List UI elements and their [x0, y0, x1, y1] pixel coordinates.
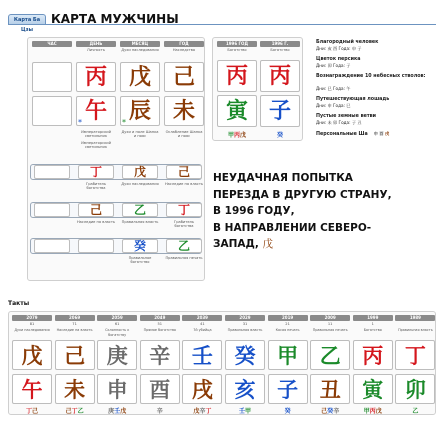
takty-stem-cell[interactable]	[182, 340, 222, 370]
takty-subtitle: Склонность к богатству	[105, 328, 130, 337]
hidden-stem-label: Духи наследования	[121, 182, 159, 186]
natal-chart-box	[27, 37, 205, 281]
luck-hidden-stems: 癸	[276, 132, 283, 139]
takty-age: 11	[327, 322, 333, 326]
takty-year: 2029	[225, 315, 265, 321]
takty-age: 71	[72, 322, 77, 326]
hidden-stem-cell-char: 乙	[177, 239, 190, 253]
hidden-stem-cell[interactable]	[34, 239, 70, 253]
message-line: В НАПРАВЛЕНИИ СЕВЕРО-	[213, 221, 372, 234]
takty-age: 51	[157, 322, 163, 326]
hidden-stem-cell[interactable]	[122, 203, 158, 217]
hidden-stem-cell[interactable]	[78, 239, 114, 253]
stem-cell-char: 丙	[84, 64, 107, 90]
takty-year: 2069	[55, 315, 95, 321]
luck-branch-cell-char: 子	[268, 98, 291, 124]
star-label: Императорский светильник	[81, 130, 111, 138]
stem-cell-char: 戊	[128, 64, 151, 90]
luck-branch-cell-char: 寅	[225, 98, 248, 124]
star-label: Духи и поле Шапка и пояс	[121, 130, 159, 138]
takty-box	[8, 311, 436, 415]
hidden-stem-label: Наследие на власть	[164, 182, 204, 186]
takty-year: 1989	[395, 315, 435, 321]
info-panel	[316, 40, 438, 152]
takty-hidden-stems: 癸	[284, 408, 291, 415]
takty-branch-cell[interactable]	[182, 374, 222, 404]
takty-branch-cell[interactable]	[268, 374, 308, 404]
luck-stem-cell-char: 丙	[268, 63, 291, 89]
luck-stem-cell-char: 丙	[225, 63, 248, 89]
takty-branch-cell-char: 子	[277, 376, 299, 402]
luck-branch-cell[interactable]	[217, 95, 257, 127]
takty-subtitle: Наследие на власть	[56, 328, 93, 332]
takty-hidden-stems: 辛	[156, 408, 163, 415]
takty-age: 21	[285, 322, 290, 326]
takty-title: Такты	[8, 300, 30, 307]
takty-stem-cell-char: 乙	[319, 342, 341, 368]
hidden-stem-cell-char: 戊	[133, 165, 146, 179]
takty-age: 81	[29, 322, 35, 326]
takty-stem-cell-char: 壬	[191, 342, 213, 368]
branch-cell-char: 辰	[128, 98, 151, 124]
takty-age: 31	[242, 322, 248, 326]
takty-branch-cell[interactable]	[97, 374, 137, 404]
takty-stem-cell[interactable]	[395, 340, 435, 370]
branch-mark: *	[122, 118, 126, 127]
takty-stem-cell[interactable]	[140, 340, 180, 370]
takty-branch-cell[interactable]	[225, 374, 265, 404]
info-value: Дни: 申 Года: 巳	[316, 103, 351, 108]
takty-year: 2039	[182, 315, 222, 321]
hidden-stem-label: Правильное богатство	[128, 256, 152, 264]
takty-subtitle: Богатство	[363, 328, 382, 332]
takty-hidden-stems: 壬甲	[238, 408, 252, 415]
takty-year: 1999	[353, 315, 393, 321]
info-value: 申 酉 戌	[373, 131, 390, 136]
stem-cell[interactable]	[76, 62, 116, 92]
takty-stem-cell[interactable]	[225, 340, 265, 370]
takty-branch-cell[interactable]	[12, 374, 52, 404]
takty-stem-cell[interactable]	[268, 340, 308, 370]
takty-stem-cell-char: 丁	[404, 342, 426, 368]
takty-age: 41	[200, 322, 205, 326]
hidden-stem-cell[interactable]	[166, 165, 202, 179]
star-label-2: Императорский светильник	[81, 141, 111, 149]
info-value: Дни: 巳 Года: 午	[316, 86, 351, 91]
info-label: Путешествующая лошадь	[316, 97, 390, 102]
branch-cell[interactable]	[32, 96, 72, 126]
info-label: Персональные Ша 申 酉 戌	[316, 131, 390, 137]
luck-subtitle: Богатство	[270, 48, 290, 52]
takty-hidden-stems: 庚壬戊	[108, 408, 127, 415]
takty-year: 2019	[268, 315, 308, 321]
takty-branch-cell-char: 卯	[404, 376, 426, 402]
takty-subtitle: 7й убийца	[193, 328, 212, 332]
hidden-stem-cell[interactable]	[34, 203, 70, 217]
takty-subtitle: Косая печать	[275, 328, 300, 332]
takty-stem-cell-char: 丙	[362, 342, 384, 368]
hidden-stem-cell[interactable]	[166, 239, 202, 253]
branch-mark: *	[78, 118, 82, 127]
takty-branch-cell[interactable]	[353, 374, 393, 404]
info-label: Цветок персика	[316, 57, 361, 62]
pillar-header: ГОД	[164, 41, 204, 47]
takty-stem-cell-char: 辛	[149, 342, 171, 368]
pillar-subtitle: Духи наследования	[121, 48, 159, 52]
takty-branch-cell-char: 丑	[319, 376, 341, 402]
branch-cell-char: 午	[84, 98, 107, 124]
takty-age: 61	[114, 322, 120, 326]
takty-branch-cell[interactable]	[395, 374, 435, 404]
pillar-header: ДЕНЬ	[76, 41, 116, 47]
branch-cell[interactable]	[120, 96, 160, 126]
message-line: НЕУДАЧНАЯ ПОПЫТКА	[213, 172, 353, 184]
page-title: КАРТА МУЖЧИНЫ	[51, 12, 179, 26]
takty-stem-cell-char: 戊	[21, 342, 43, 368]
info-label: Вознаграждение 10 небесных стволов:	[316, 74, 426, 79]
luck-stem-cell[interactable]	[260, 60, 300, 92]
luck-stem-cell[interactable]	[217, 60, 257, 92]
takty-hidden-stems: 己癸辛	[321, 408, 340, 415]
takty-branch-cell[interactable]	[140, 374, 180, 404]
luck-branch-cell[interactable]	[260, 95, 300, 127]
takty-stem-cell-char: 庚	[106, 342, 128, 368]
takty-year: 2079	[12, 315, 52, 321]
message-line: ЗАПАД, 戊	[213, 238, 273, 250]
bazi-tab[interactable]: Карта Ба Цзы	[8, 14, 46, 24]
luck-hidden-stems: 甲丙戊	[227, 132, 247, 139]
pillar-subtitle	[32, 48, 72, 56]
pillar-subtitle: Личность	[87, 48, 105, 52]
takty-hidden-stems: 甲丙戊	[363, 408, 382, 415]
hidden-stem-cell-char: 丁	[177, 203, 190, 217]
takty-hidden-stems: 己丁乙	[65, 408, 84, 415]
hidden-stem-cell[interactable]	[166, 203, 202, 217]
message-symbol: 戊	[262, 238, 273, 250]
hidden-stem-label: Грабитель богатства	[86, 182, 106, 190]
hidden-stem-cell-char: 己	[177, 165, 190, 179]
takty-stem-cell-char: 癸	[234, 342, 256, 368]
pillar-subtitle: Наследство	[172, 48, 196, 52]
luck-header: 1996 ГОД	[217, 41, 257, 47]
hidden-stem-cell[interactable]	[122, 239, 158, 253]
hidden-stem-cell[interactable]	[34, 165, 70, 179]
star-label: Ослабление Шапка и пояс	[165, 130, 203, 138]
takty-subtitle: Духи наследования	[14, 328, 50, 332]
branch-cell-char: 未	[172, 98, 195, 124]
takty-stem-cell[interactable]	[310, 340, 350, 370]
hidden-stem-cell-char: 己	[89, 203, 102, 217]
takty-branch-cell[interactable]	[55, 374, 95, 404]
takty-hidden-stems: 戊辛丁	[193, 408, 212, 415]
hidden-stem-label: Грабитель богатства	[174, 220, 194, 228]
message-line: В 1996 ГОДУ,	[213, 205, 295, 217]
takty-branch-cell-char: 亥	[234, 376, 256, 402]
luck-subtitle: Богатство	[227, 48, 247, 52]
stem-cell[interactable]	[32, 62, 72, 92]
takty-branch-cell-char: 酉	[149, 376, 171, 402]
takty-branch-cell-char: 戌	[191, 376, 213, 402]
message-line: ПЕРЕЗДА В ДРУГУЮ СТРАНУ,	[213, 188, 392, 201]
hidden-stem-label: Правильная печать	[165, 256, 203, 260]
takty-branch-cell-char: 未	[64, 376, 86, 402]
takty-hidden-stems: 乙	[412, 408, 419, 415]
pillar-header: ЧАС	[32, 41, 72, 47]
info-value: Дни: 亥 酉 Года: 申 子	[316, 46, 362, 51]
info-value: Дни: 卯 Года: 子	[316, 63, 351, 68]
info-label: Пустые земные ветви	[316, 114, 377, 119]
takty-subtitle: Правильная власть	[227, 328, 263, 332]
stem-cell[interactable]	[164, 62, 204, 92]
hidden-stem-cell[interactable]	[78, 203, 114, 217]
takty-hidden-stems: 丁己	[25, 408, 39, 415]
luck-year-box	[212, 37, 303, 141]
takty-year: 2059	[97, 315, 137, 321]
luck-header: 1996 Г.	[260, 41, 300, 47]
pillar-header: МЕСЯЦ	[120, 41, 160, 47]
takty-stem-cell[interactable]	[12, 340, 52, 370]
info-label: Благородный человек	[316, 40, 379, 45]
hidden-stem-label: Наследие на власть	[76, 220, 116, 224]
takty-age: 1	[371, 322, 374, 326]
takty-subtitle: Правильная власть	[398, 328, 433, 332]
takty-branch-cell[interactable]	[310, 374, 350, 404]
takty-stem-cell[interactable]	[97, 340, 137, 370]
takty-stem-cell-char: 己	[64, 342, 86, 368]
info-value: Дни: 未 卯 Года: 子 丑	[316, 120, 362, 125]
message-block	[213, 170, 438, 253]
takty-stem-cell[interactable]	[353, 340, 393, 370]
takty-branch-cell-char: 寅	[362, 376, 384, 402]
branch-cell[interactable]	[76, 96, 116, 126]
takty-stem-cell-char: 甲	[277, 342, 299, 368]
hidden-stem-cell[interactable]	[122, 165, 158, 179]
hidden-stem-cell[interactable]	[78, 165, 114, 179]
stem-cell[interactable]	[120, 62, 160, 92]
stem-cell-char: 己	[172, 64, 195, 90]
hidden-stem-cell-char: 乙	[133, 203, 146, 217]
takty-subtitle: Правильная печать	[312, 328, 348, 332]
hidden-stem-label: Правильная власть	[121, 220, 159, 224]
takty-subtitle: Прямое богатство	[143, 328, 177, 332]
branch-cell[interactable]	[164, 96, 204, 126]
takty-branch-cell-char: 午	[21, 376, 43, 402]
takty-year: 2009	[310, 315, 350, 321]
hidden-stem-cell-char: 癸	[133, 239, 146, 253]
takty-branch-cell-char: 申	[106, 376, 128, 402]
hidden-stem-cell-char: 丁	[89, 165, 102, 179]
takty-year: 2049	[140, 315, 180, 321]
takty-stem-cell[interactable]	[55, 340, 95, 370]
